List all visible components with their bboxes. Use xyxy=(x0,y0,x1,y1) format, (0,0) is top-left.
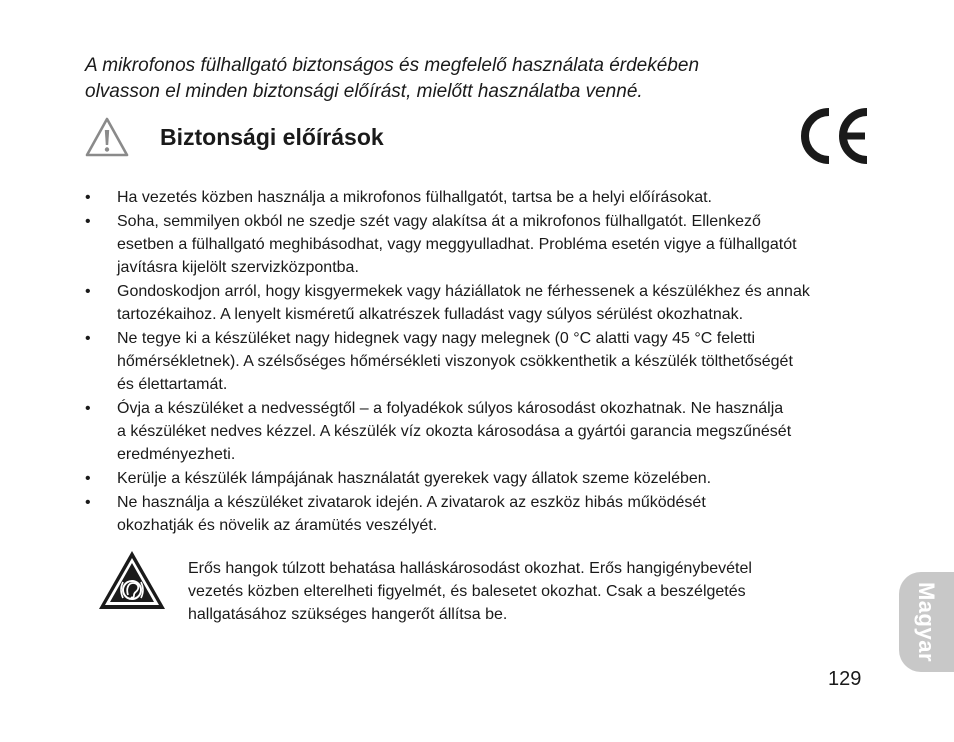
bullet: • xyxy=(85,400,91,417)
list-item-line: Kerülje a készülék lámpájának használatát gyerekek vagy állatok szeme közelében. xyxy=(117,470,712,487)
bullet: • xyxy=(85,470,91,487)
list-item xyxy=(85,467,875,490)
list-item-line: Ha vezetés közben használja a mikrofonos fülhallgatót, tartsa be a helyi előírásokat. xyxy=(117,189,712,206)
hearing-warning-text xyxy=(188,557,828,626)
language-side-tab xyxy=(899,572,954,672)
safety-rules-list xyxy=(85,186,875,538)
side-tab-label: Magyar xyxy=(914,581,940,663)
list-item-line: tartozékaihoz. A lenyelt kisméretű alkatrészek fulladást vagy súlyos sérülést okozhatnak. xyxy=(117,306,744,323)
list-item-line: Ne használja a készüléket zivatarok idején. A zivatarok az eszköz hibás működését xyxy=(117,494,706,511)
list-item-line: Óvja a készüléket a nedvességtől – a folyadékok súlyos károsodást okozhatnak. Ne használja xyxy=(117,400,784,417)
list-item-line: javításra kijelölt szervizközpontba. xyxy=(117,259,359,276)
bullet: • xyxy=(85,494,91,511)
warning-triangle-icon xyxy=(84,116,130,158)
list-item-line: eredményezheti. xyxy=(117,446,236,463)
bullet: • xyxy=(85,283,91,300)
bullet: • xyxy=(85,213,91,230)
list-item xyxy=(85,210,875,279)
list-item-line: esetben a fülhallgató meghibásodhat, vagy meggyulladhat. Probléma esetén vigye a fülhallgatót xyxy=(117,236,797,253)
list-item-line: Soha, semmilyen okból ne szedje szét vagy alakítsa át a mikrofonos fülhallgatót. Ellenkező xyxy=(117,213,761,230)
intro-text xyxy=(85,53,805,105)
list-item xyxy=(85,280,875,326)
list-item-line: és élettartamát. xyxy=(117,376,228,393)
list-item-line: a készüléket nedves kézzel. A készülék víz okozta károsodása a gyártói garancia megszűnését xyxy=(117,423,792,440)
page-number: 129 xyxy=(828,668,862,690)
hearing-warning-line: hallgatásához szükséges hangerőt állítsa be. xyxy=(188,606,508,623)
intro-line: olvasson el minden biztonsági előírást, mielőtt használatba venné. xyxy=(85,81,643,102)
list-item-line: Gondoskodjon arról, hogy kisgyermekek vagy háziállatok ne férhessenek a készülékhez és annak xyxy=(117,283,810,300)
bullet: • xyxy=(85,330,91,347)
list-item-line: okozhatják és növelik az áramütés veszélyét. xyxy=(117,517,438,534)
list-item xyxy=(85,491,875,537)
hearing-warning-line: vezetés közben elterelheti figyelmét, és balesetet okozhat. Csak a beszélgetés xyxy=(188,583,746,600)
intro-line: A mikrofonos fülhallgató biztonságos és megfelelő használata érdekében xyxy=(85,55,700,76)
list-item-line: Ne tegye ki a készüléket nagy hidegnek vagy nagy melegnek (0 °C alatti vagy 45 °C feletti xyxy=(117,330,756,347)
bullet: • xyxy=(85,189,91,206)
ce-mark-icon xyxy=(793,106,873,166)
list-item xyxy=(85,327,875,396)
hearing-warning-line: Erős hangok túlzott behatása halláskárosodást okozhat. Erős hangigénybevétel xyxy=(188,560,752,577)
list-item-line: hőmérsékletnek). A szélsőséges hőmérsékleti viszonyok csökkenthetik a készülék tölthetőségét xyxy=(117,353,793,370)
list-item xyxy=(85,186,875,209)
section-heading: Biztonsági előírások xyxy=(160,124,384,150)
hearing-damage-warning-icon xyxy=(97,549,167,611)
list-item xyxy=(85,397,875,466)
